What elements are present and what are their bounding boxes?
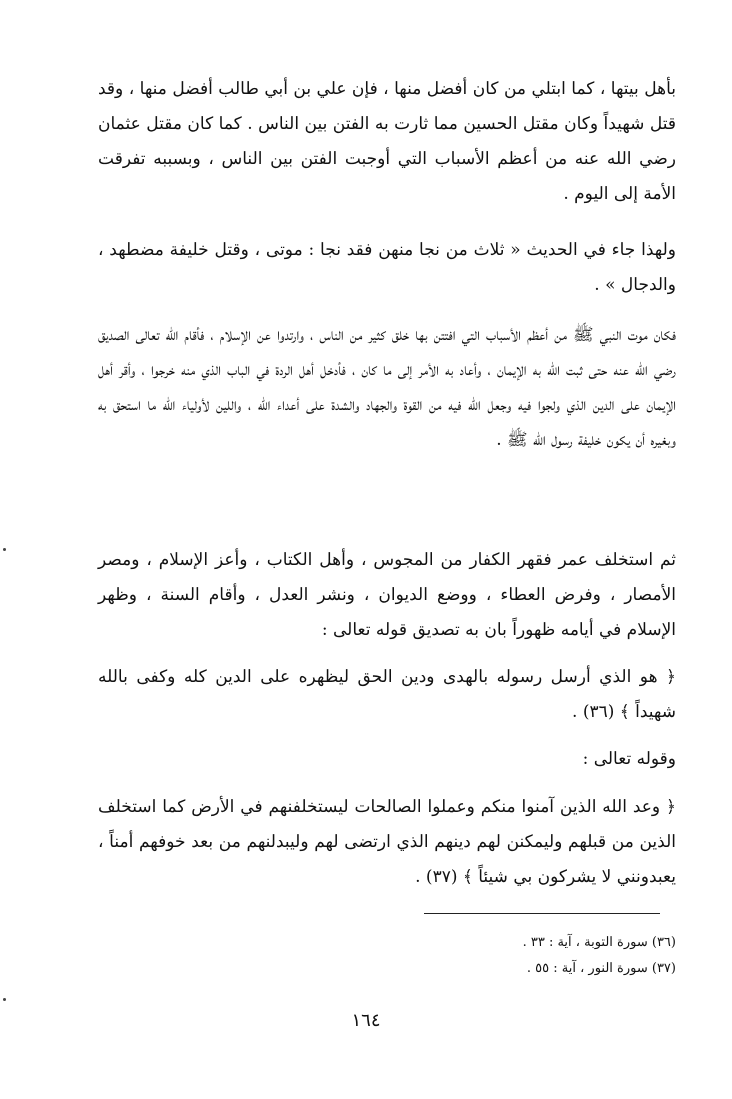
paragraph-3: فكان موت النبي ﷺ من أعظم الأسباب التي افتتن بها خلق كثير من الناس ، وارتدوا عن الإسلام ، فأقام الله تعالى الصديق رضي الله عنه حتى ثبت الله به الإيمان ، وأعاد به الأمر إلى ما كان ، فأدخل أهل الردة في الباب الذي منه خرجوا ، وأقر أهل الإيمان على الدين الذي ولجوا فيه وجعل الله فيه من القوة والجهاد والشدة على أعداء الله ، واللين لأولياء الله ما استحق به وبغيره أن يكون خليفة رسول الله ﷺ .: [98, 325, 676, 450]
page-number: ١٦٤: [351, 1010, 381, 1031]
quran-verse-2: ﴿ وعد الله الذين آمنوا منكم وعملوا الصالحات ليستخلفنهم في الأرض كما استخلف الذين من قبلهم وليمكنن لهم دينهم الذي ارتضى لهم وليبدلنهم من بعد خوفهم أمناً ، يعبدونني لا يشركون بي شيئاً ﴾ (٣٧) .: [98, 797, 676, 887]
footnote-37: (٣٧) سورة النور ، آية : ٥٥ .: [526, 961, 676, 976]
scan-edge-mark: [3, 548, 6, 551]
scan-edge-mark: [3, 998, 6, 1001]
quran-verse-1: ﴿ هو الذي أرسل رسوله بالهدى ودين الحق ليظهره على الدين كله وكفى بالله شهيداً ﴾ (٣٦) .: [98, 667, 676, 722]
paragraph-4: ثم استخلف عمر فقهر الكفار من المجوس ، وأهل الكتاب ، وأعز الإسلام ، ومصر الأمصار ، وفرض العطاء ، ووضع الديوان ، ونشر العدل ، وأقام السنة ، وظهر الإسلام في أيامه ظهوراً بان به تصديق قوله تعالى :: [98, 550, 676, 640]
paragraph-2: ولهذا جاء في الحديث « ثلاث من نجا منهن فقد نجا : موتى ، وقتل خليفة مضطهد ، والدجال » .: [98, 240, 676, 295]
paragraph-1: بأهل بيتها ، كما ابتلي من كان أفضل منها ، فإن علي بن أبي طالب أفضل منها ، وقد قتل شهيداً وكان مقتل الحسين مما ثارت به الفتن بين الناس . كما كان مقتل عثمان رضي الله عنه من أعظم الأسباب التي أوجبت الفتن بين الناس ، وبسببه تفرقت الأمة إلى اليوم .: [98, 79, 676, 204]
footnotes: [98, 930, 676, 982]
paragraph-5: وقوله تعالى :: [582, 749, 676, 769]
footnote-36: (٣٦) سورة التوبة ، آية : ٣٣ .: [522, 935, 676, 950]
footnote-divider: [424, 913, 660, 914]
